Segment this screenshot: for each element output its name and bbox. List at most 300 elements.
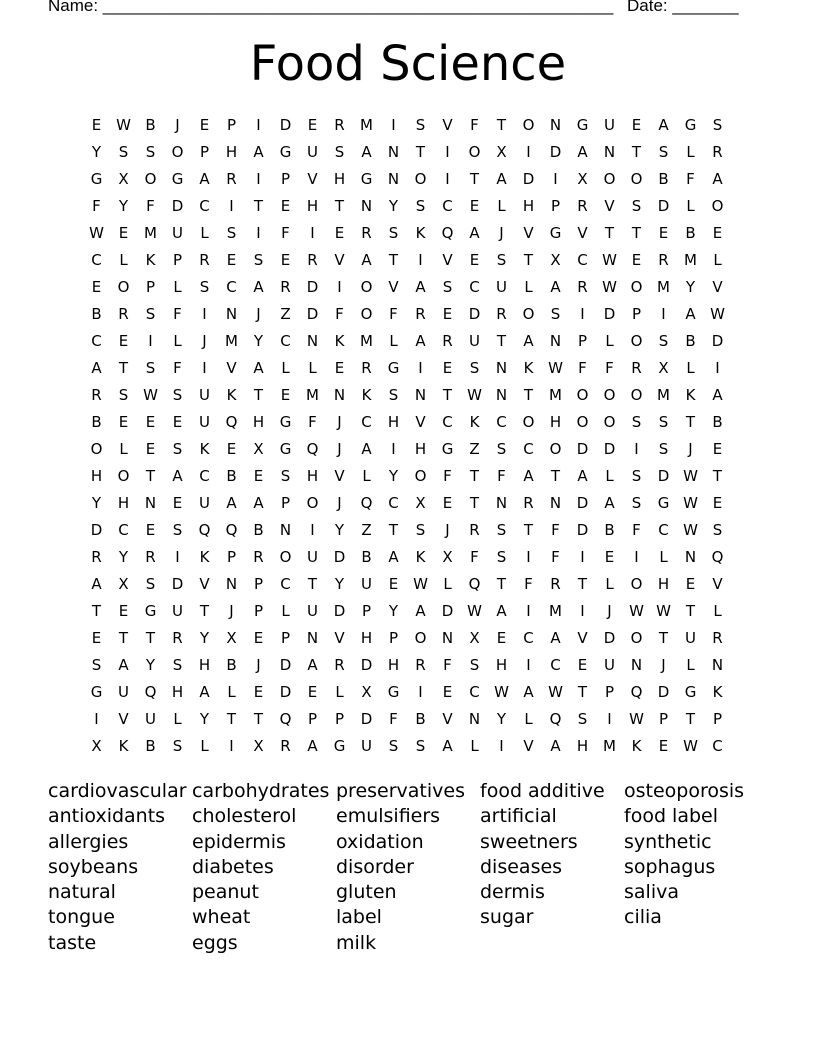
- grid-letter: A: [307, 655, 318, 674]
- grid-letter: U: [469, 331, 480, 350]
- grid-letter: T: [442, 385, 453, 404]
- grid-letter: T: [604, 223, 615, 242]
- grid-letter: E: [442, 358, 453, 377]
- grid-letter: L: [200, 223, 209, 242]
- word-list-item: taste: [48, 931, 97, 954]
- word-list-item: dermis: [480, 881, 545, 904]
- grid-letter: V: [442, 709, 453, 728]
- grid-letter: T: [118, 358, 129, 377]
- grid-letter: L: [686, 196, 695, 215]
- grid-letter: N: [495, 385, 508, 404]
- grid-letter: Z: [280, 304, 291, 323]
- grid-letter: P: [253, 574, 264, 593]
- grid-letter: K: [712, 682, 723, 701]
- grid-letter: V: [334, 628, 345, 647]
- word-list-item: antioxidants: [48, 805, 166, 828]
- grid-letter: Q: [144, 682, 157, 701]
- grid-letter: H: [360, 628, 373, 647]
- grid-letter: C: [496, 412, 507, 431]
- grid-letter: A: [172, 466, 183, 485]
- grid-letter: Y: [118, 196, 129, 215]
- grid-letter: N: [306, 331, 319, 350]
- grid-letter: I: [229, 736, 234, 755]
- grid-letter: R: [361, 358, 372, 377]
- grid-letter: E: [91, 277, 102, 296]
- grid-letter: U: [172, 601, 183, 620]
- grid-letter: P: [253, 601, 264, 620]
- grid-letter: I: [94, 709, 99, 728]
- grid-letter: L: [470, 736, 479, 755]
- grid-letter: I: [418, 682, 423, 701]
- grid-letter: S: [496, 547, 507, 566]
- grid-letter: F: [524, 574, 533, 593]
- grid-letter: A: [415, 277, 426, 296]
- grid-letter: R: [523, 493, 534, 512]
- grid-letter: C: [523, 628, 534, 647]
- word-list-item: saliva: [624, 881, 679, 904]
- grid-letter: Q: [225, 412, 238, 431]
- grid-letter: J: [445, 520, 450, 539]
- grid-letter: R: [118, 304, 129, 323]
- grid-letter: A: [550, 628, 561, 647]
- grid-letter: Y: [199, 709, 210, 728]
- grid-letter: C: [577, 250, 588, 269]
- grid-letter: S: [550, 304, 561, 323]
- grid-letter: D: [603, 628, 616, 647]
- grid-letter: H: [522, 196, 535, 215]
- grid-letter: W: [656, 601, 671, 620]
- grid-letter: I: [634, 547, 639, 566]
- grid-letter: K: [631, 736, 642, 755]
- word-list-item: tongue: [48, 906, 115, 929]
- grid-letter: S: [415, 196, 426, 215]
- grid-letter: L: [173, 277, 182, 296]
- grid-letter: L: [686, 358, 695, 377]
- grid-letter: E: [145, 412, 156, 431]
- grid-letter: M: [657, 385, 670, 404]
- grid-letter: I: [553, 169, 558, 188]
- grid-letter: S: [334, 142, 345, 161]
- grid-letter: P: [631, 304, 642, 323]
- grid-letter: O: [603, 169, 616, 188]
- grid-letter: E: [334, 223, 345, 242]
- grid-letter: T: [631, 142, 642, 161]
- word-list-item: label: [336, 906, 382, 929]
- grid-letter: V: [712, 574, 723, 593]
- grid-letter: Q: [360, 493, 373, 512]
- grid-letter: N: [360, 196, 373, 215]
- grid-letter: E: [118, 412, 129, 431]
- grid-letter: I: [310, 223, 315, 242]
- grid-letter: V: [577, 223, 588, 242]
- grid-letter: J: [256, 304, 261, 323]
- grid-letter: Y: [145, 655, 156, 674]
- grid-letter: T: [469, 493, 480, 512]
- grid-letter: O: [630, 385, 643, 404]
- word-list-item: sophagus: [624, 855, 716, 878]
- grid-letter: Z: [361, 520, 372, 539]
- grid-letter: W: [683, 493, 698, 512]
- grid-letter: L: [200, 736, 209, 755]
- grid-letter: S: [469, 358, 480, 377]
- grid-letter: S: [388, 223, 399, 242]
- grid-letter: H: [198, 655, 211, 674]
- grid-letter: B: [91, 304, 102, 323]
- grid-letter: K: [523, 358, 534, 377]
- grid-letter: N: [144, 493, 157, 512]
- grid-letter: C: [469, 682, 480, 701]
- grid-letter: O: [171, 142, 184, 161]
- grid-letter: C: [442, 412, 453, 431]
- grid-letter: K: [415, 223, 426, 242]
- grid-letter: G: [279, 142, 292, 161]
- grid-letter: A: [712, 169, 723, 188]
- grid-letter: H: [225, 142, 238, 161]
- grid-letter: W: [548, 358, 563, 377]
- grid-letter: L: [605, 574, 614, 593]
- word-list-item: diseases: [480, 855, 563, 878]
- grid-letter: F: [146, 196, 155, 215]
- word-list-item: cilia: [624, 906, 662, 929]
- grid-letter: E: [712, 439, 723, 458]
- grid-letter: E: [685, 574, 696, 593]
- grid-letter: A: [307, 736, 318, 755]
- grid-letter: E: [226, 250, 237, 269]
- grid-letter: B: [145, 115, 156, 134]
- grid-letter: G: [90, 682, 103, 701]
- grid-letter: F: [173, 304, 182, 323]
- grid-letter: A: [361, 250, 372, 269]
- grid-letter: E: [199, 115, 210, 134]
- grid-letter: Y: [388, 601, 399, 620]
- grid-letter: W: [143, 385, 158, 404]
- grid-letter: W: [602, 250, 617, 269]
- grid-letter: L: [686, 142, 695, 161]
- grid-letter: P: [550, 196, 561, 215]
- word-list-item: food label: [624, 805, 718, 828]
- grid-letter: L: [173, 709, 182, 728]
- grid-letter: E: [712, 493, 723, 512]
- grid-letter: E: [307, 682, 318, 701]
- grid-letter: X: [118, 169, 129, 188]
- grid-letter: U: [685, 628, 696, 647]
- grid-letter: P: [334, 709, 345, 728]
- grid-letter: D: [279, 115, 292, 134]
- grid-letter: M: [360, 115, 373, 134]
- grid-letter: T: [199, 601, 210, 620]
- grid-letter: E: [631, 115, 642, 134]
- grid-letter: H: [333, 169, 346, 188]
- grid-letter: R: [496, 304, 507, 323]
- grid-letter: T: [712, 466, 723, 485]
- grid-letter: I: [634, 439, 639, 458]
- grid-letter: F: [389, 709, 398, 728]
- grid-letter: L: [443, 574, 452, 593]
- grid-letter: P: [307, 709, 318, 728]
- grid-letter: L: [119, 250, 128, 269]
- grid-letter: N: [225, 304, 238, 323]
- grid-letter: D: [603, 304, 616, 323]
- grid-letter: I: [391, 115, 396, 134]
- grid-letter: M: [603, 736, 616, 755]
- grid-letter: E: [145, 439, 156, 458]
- grid-letter: E: [577, 655, 588, 674]
- grid-letter: F: [470, 547, 479, 566]
- word-list-item: carbohydrates: [192, 780, 330, 802]
- word-list-item: sweetners: [480, 830, 578, 853]
- grid-letter: E: [253, 466, 264, 485]
- grid-letter: S: [118, 385, 129, 404]
- grid-letter: A: [550, 736, 561, 755]
- grid-letter: E: [118, 601, 129, 620]
- grid-letter: R: [442, 331, 453, 350]
- grid-letter: S: [172, 520, 183, 539]
- grid-letter: D: [711, 331, 724, 350]
- grid-letter: S: [172, 439, 183, 458]
- grid-letter: L: [686, 655, 695, 674]
- grid-letter: O: [522, 412, 535, 431]
- grid-letter: V: [577, 628, 588, 647]
- grid-letter: R: [253, 547, 264, 566]
- grid-letter: S: [415, 520, 426, 539]
- grid-letter: O: [360, 277, 373, 296]
- grid-letter: W: [116, 115, 131, 134]
- grid-letter: I: [445, 169, 450, 188]
- grid-letter: C: [118, 520, 129, 539]
- grid-letter: U: [199, 493, 210, 512]
- name-field-label: Name: ______________________________________________________: [48, 0, 614, 15]
- grid-letter: G: [90, 169, 103, 188]
- word-list-item: eggs: [192, 931, 238, 954]
- grid-letter: Z: [469, 439, 480, 458]
- grid-letter: I: [256, 115, 261, 134]
- grid-letter: V: [604, 196, 615, 215]
- grid-letter: K: [361, 385, 372, 404]
- grid-letter: E: [118, 223, 129, 242]
- grid-letter: U: [307, 601, 318, 620]
- grid-letter: E: [496, 628, 507, 647]
- grid-letter: V: [523, 223, 534, 242]
- grid-letter: X: [226, 628, 237, 647]
- grid-letter: K: [226, 385, 237, 404]
- grid-letter: T: [496, 331, 507, 350]
- grid-letter: T: [631, 223, 642, 242]
- grid-letter: E: [280, 196, 291, 215]
- grid-letter: O: [144, 169, 157, 188]
- grid-letter: O: [414, 628, 427, 647]
- grid-letter: T: [118, 628, 129, 647]
- grid-letter: D: [576, 520, 589, 539]
- grid-letter: C: [550, 655, 561, 674]
- grid-letter: I: [526, 601, 531, 620]
- grid-letter: E: [604, 547, 615, 566]
- grid-letter: U: [172, 223, 183, 242]
- grid-letter: K: [469, 412, 480, 431]
- grid-letter: R: [712, 628, 723, 647]
- grid-letter: C: [280, 574, 291, 593]
- word-list-item: food additive: [480, 780, 605, 802]
- grid-letter: P: [712, 709, 723, 728]
- grid-letter: T: [388, 520, 399, 539]
- grid-letter: H: [306, 196, 319, 215]
- grid-letter: F: [686, 169, 695, 188]
- grid-letter: P: [145, 277, 156, 296]
- word-list-item: sugar: [480, 906, 534, 929]
- grid-letter: D: [360, 709, 373, 728]
- grid-letter: T: [388, 250, 399, 269]
- grid-letter: K: [118, 736, 129, 755]
- grid-letter: B: [226, 655, 237, 674]
- grid-letter: E: [280, 250, 291, 269]
- grid-letter: T: [91, 601, 102, 620]
- grid-letter: Y: [253, 331, 264, 350]
- grid-letter: B: [658, 169, 669, 188]
- grid-letter: A: [253, 277, 264, 296]
- grid-letter: W: [467, 601, 482, 620]
- grid-letter: X: [469, 628, 480, 647]
- grid-letter: R: [577, 196, 588, 215]
- grid-letter: S: [469, 655, 480, 674]
- grid-letter: L: [362, 466, 371, 485]
- grid-letter: L: [659, 547, 668, 566]
- grid-letter: S: [199, 277, 210, 296]
- grid-letter: A: [577, 466, 588, 485]
- word-list-item: milk: [336, 931, 377, 954]
- grid-letter: W: [629, 709, 644, 728]
- grid-letter: M: [657, 277, 670, 296]
- grid-letter: A: [253, 358, 264, 377]
- grid-letter: R: [658, 250, 669, 269]
- grid-letter: D: [306, 304, 319, 323]
- grid-letter: S: [631, 493, 642, 512]
- grid-letter: R: [145, 547, 156, 566]
- grid-letter: A: [91, 358, 102, 377]
- grid-letter: T: [469, 466, 480, 485]
- grid-letter: N: [549, 115, 562, 134]
- grid-letter: S: [172, 736, 183, 755]
- grid-letter: W: [710, 304, 725, 323]
- grid-letter: A: [199, 169, 210, 188]
- grid-letter: I: [418, 358, 423, 377]
- grid-letter: S: [496, 520, 507, 539]
- word-list-item: preservatives: [336, 780, 465, 802]
- grid-letter: T: [415, 142, 426, 161]
- grid-letter: O: [576, 412, 589, 431]
- grid-letter: Q: [279, 709, 292, 728]
- grid-letter: X: [253, 439, 264, 458]
- grid-letter: A: [550, 277, 561, 296]
- grid-letter: D: [468, 304, 481, 323]
- grid-letter: A: [658, 115, 669, 134]
- grid-letter: S: [172, 385, 183, 404]
- grid-letter: E: [658, 223, 669, 242]
- grid-letter: E: [253, 628, 264, 647]
- grid-letter: T: [253, 196, 264, 215]
- grid-letter: D: [576, 493, 589, 512]
- grid-letter: P: [280, 493, 291, 512]
- grid-letter: G: [549, 223, 562, 242]
- word-list-item: allergies: [48, 830, 129, 853]
- grid-letter: E: [226, 439, 237, 458]
- grid-letter: L: [713, 250, 722, 269]
- grid-letter: S: [415, 115, 426, 134]
- grid-letter: P: [388, 628, 399, 647]
- grid-letter: T: [523, 250, 534, 269]
- grid-letter: D: [657, 466, 670, 485]
- grid-letter: I: [526, 142, 531, 161]
- grid-letter: U: [199, 385, 210, 404]
- grid-letter: I: [256, 223, 261, 242]
- grid-letter: B: [685, 223, 696, 242]
- grid-letter: Q: [630, 682, 643, 701]
- grid-letter: W: [413, 574, 428, 593]
- grid-letter: V: [226, 358, 237, 377]
- grid-letter: I: [202, 358, 207, 377]
- grid-letter: B: [361, 547, 372, 566]
- grid-letter: E: [172, 412, 183, 431]
- grid-letter: G: [279, 439, 292, 458]
- grid-letter: C: [442, 196, 453, 215]
- grid-letter: E: [658, 736, 669, 755]
- grid-letter: Q: [306, 439, 319, 458]
- grid-letter: T: [685, 709, 696, 728]
- grid-letter: X: [577, 169, 588, 188]
- grid-letter: T: [577, 574, 588, 593]
- grid-letter: Q: [549, 709, 562, 728]
- grid-letter: T: [523, 520, 534, 539]
- grid-letter: F: [443, 655, 452, 674]
- word-list-item: epidermis: [192, 830, 286, 853]
- word-list-item: peanut: [192, 881, 259, 904]
- grid-letter: D: [279, 655, 292, 674]
- grid-letter: L: [335, 682, 344, 701]
- grid-letter: U: [496, 277, 507, 296]
- grid-letter: B: [685, 331, 696, 350]
- grid-letter: N: [306, 628, 319, 647]
- grid-letter: O: [522, 304, 535, 323]
- grid-letter: A: [253, 142, 264, 161]
- grid-letter: S: [631, 466, 642, 485]
- grid-letter: E: [172, 493, 183, 512]
- grid-letter: F: [497, 466, 506, 485]
- grid-letter: S: [253, 250, 264, 269]
- grid-letter: J: [661, 655, 666, 674]
- grid-letter: G: [279, 412, 292, 431]
- word-list-item: artificial: [480, 805, 557, 828]
- grid-letter: X: [550, 250, 561, 269]
- grid-letter: S: [91, 655, 102, 674]
- grid-letter: C: [469, 277, 480, 296]
- word-list-item: diabetes: [192, 855, 274, 878]
- grid-letter: D: [171, 574, 184, 593]
- grid-letter: E: [280, 385, 291, 404]
- grid-letter: E: [307, 115, 318, 134]
- grid-letter: S: [496, 250, 507, 269]
- grid-letter: N: [603, 142, 616, 161]
- grid-letter: C: [91, 250, 102, 269]
- grid-letter: J: [337, 412, 342, 431]
- grid-letter: R: [280, 736, 291, 755]
- grid-letter: S: [145, 574, 156, 593]
- grid-letter: G: [387, 358, 400, 377]
- grid-letter: V: [118, 709, 129, 728]
- grid-letter: S: [658, 412, 669, 431]
- grid-letter: S: [280, 466, 291, 485]
- grid-letter: G: [576, 115, 589, 134]
- grid-letter: A: [226, 493, 237, 512]
- grid-letter: N: [549, 493, 562, 512]
- grid-letter: L: [119, 439, 128, 458]
